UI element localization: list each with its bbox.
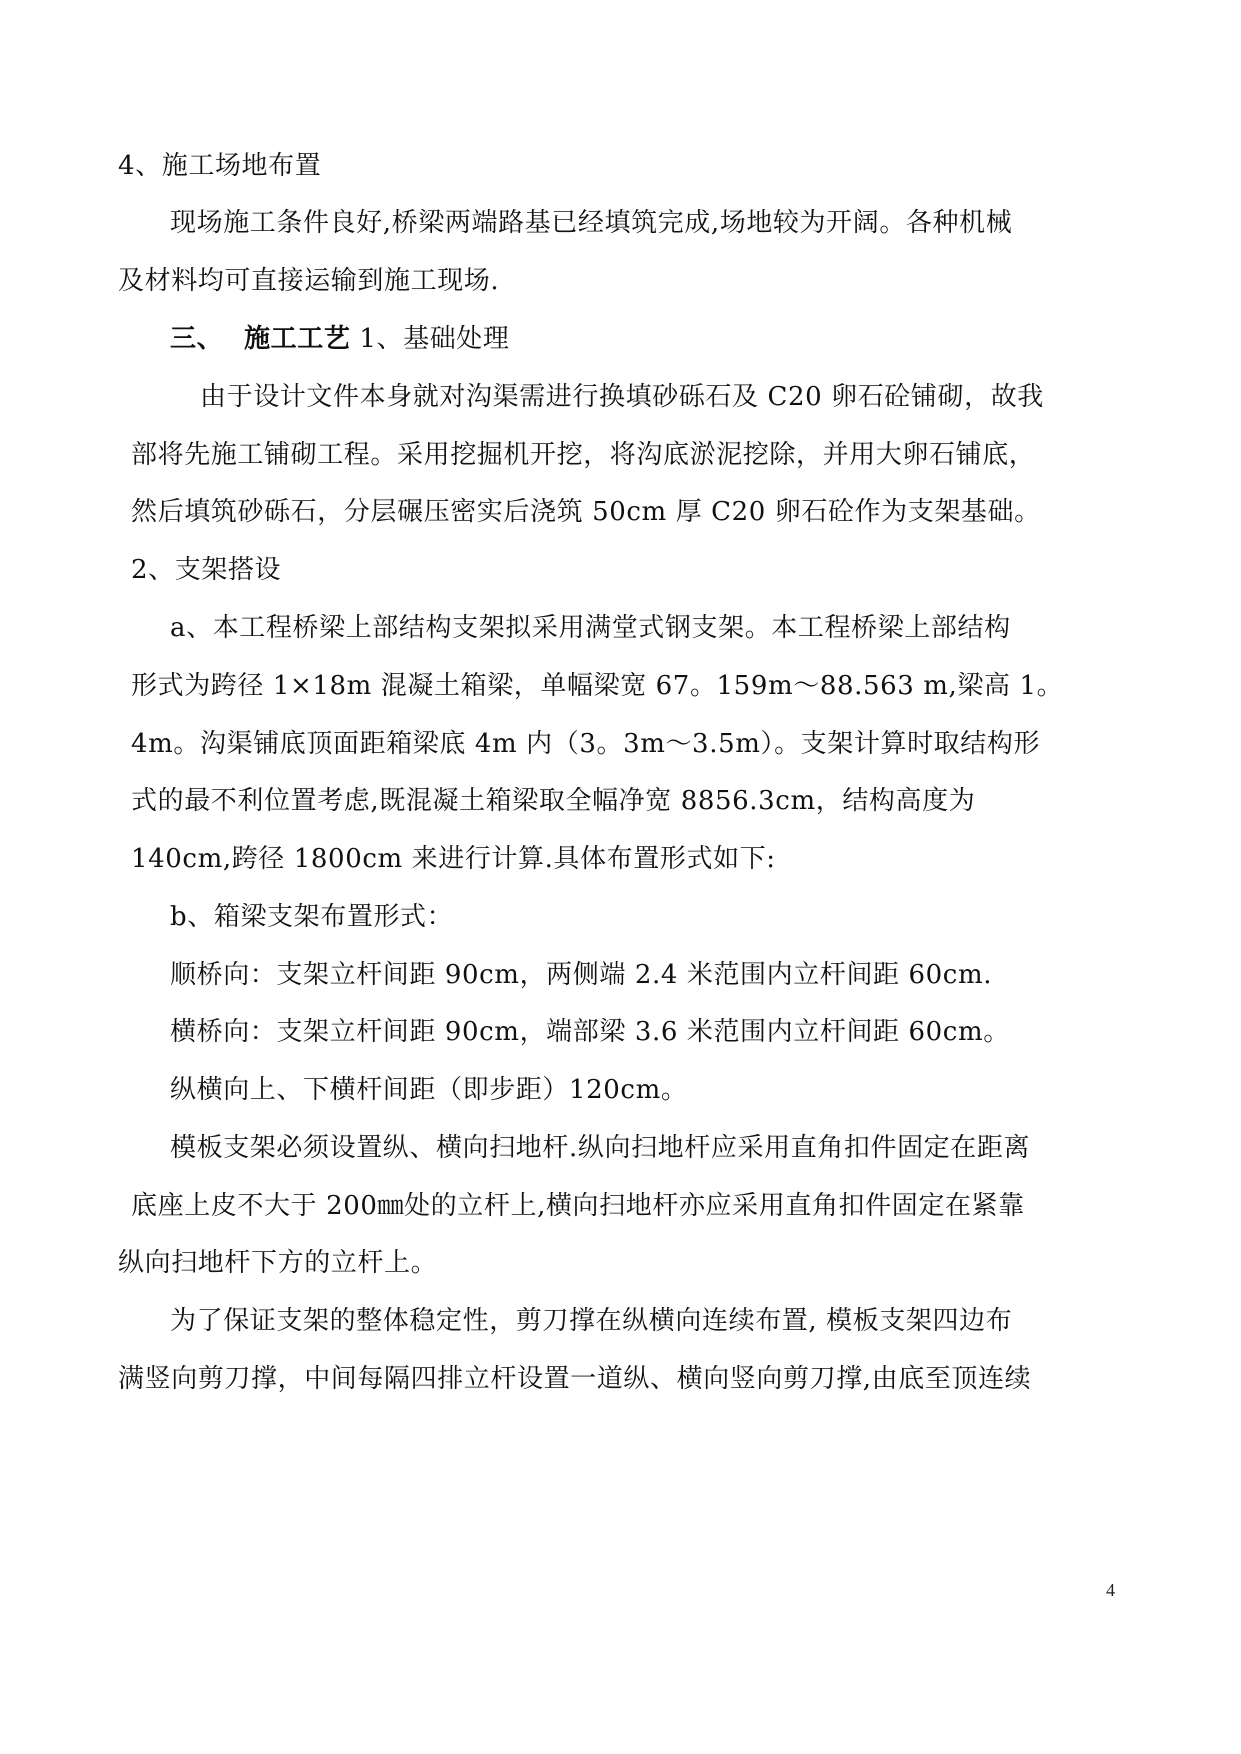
item-a-line-1: a、本工程桥梁上部结构支架拟采用满堂式钢支架。本工程桥梁上部结构: [170, 613, 1011, 643]
support-erection-heading: 2、支架搭设: [131, 555, 282, 585]
foundation-line-2: 部将先施工铺砌工程。采用挖掘机开挖，将沟底淤泥挖除，并用大卵石铺底，: [131, 440, 1036, 470]
item-a-line-4: 式的最不利位置考虑,既混凝土箱梁取全幅净宽 8856.3cm，结构高度为: [131, 786, 976, 816]
item-a-line-3: 4m。沟渠铺底顶面距箱梁底 4m 内（3。3m～3.5m）。支架计算时取结构形: [131, 729, 1041, 759]
sweep-rod-line-1: 模板支架必须设置纵、横向扫地杆.纵向扫地杆应采用直角扣件固定在距离: [170, 1133, 1031, 1163]
item-a-line-2: 形式为跨径 1×18m 混凝土箱梁，单幅梁宽 67。159m～88.563 m,梁高 1。: [131, 671, 1064, 701]
longitudinal-spacing: 顺桥向：支架立杆间距 90cm，两侧端 2.4 米范围内立杆间距 60cm.: [170, 960, 993, 990]
page-number: 4: [1106, 1580, 1115, 1600]
site-paragraph-line-2: 及材料均可直接运输到施工现场.: [118, 266, 500, 296]
section-3-title: 施工工艺: [244, 324, 351, 354]
item-a-line-5: 140cm,跨径 1800cm 来进行计算.具体布置形式如下:: [131, 844, 776, 874]
transverse-spacing: 横桥向：支架立杆间距 90cm，端部梁 3.6 米范围内立杆间距 60cm。: [170, 1017, 1010, 1047]
site-paragraph-line-1: 现场施工条件良好,桥梁两端路基已经填筑完成,场地较为开阔。各种机械: [170, 208, 1013, 238]
section-3-heading: [170, 322, 510, 356]
bracing-line-2: 满竖向剪刀撑，中间每隔四排立杆设置一道纵、横向竖向剪刀撑,由底至顶连续: [118, 1364, 1032, 1394]
bracing-line-1: 为了保证支架的整体稳定性，剪刀撑在纵横向连续布置, 模板支架四边布: [170, 1306, 1013, 1336]
item-b-heading: b、箱梁支架布置形式：: [170, 902, 454, 932]
section-4-heading: 4、施工场地布置: [118, 151, 322, 181]
section-3-number: 三、: [170, 324, 224, 354]
step-distance: 纵横向上、下横杆间距（即步距）120cm。: [170, 1075, 688, 1105]
foundation-line-1: 由于设计文件本身就对沟渠需进行换填砂砾石及 C20 卵石砼铺砌，故我: [200, 382, 1044, 412]
sweep-rod-line-2: 底座上皮不大于 200㎜处的立杆上,横向扫地杆亦应采用直角扣件固定在紧靠: [131, 1191, 1025, 1221]
sweep-rod-line-3: 纵向扫地杆下方的立杆上。: [118, 1248, 438, 1278]
foundation-subheading: 1、基础处理: [359, 324, 510, 354]
foundation-line-3: 然后填筑砂砾石，分层碾压密实后浇筑 50cm 厚 C20 卵石砼作为支架基础。: [131, 497, 1041, 527]
